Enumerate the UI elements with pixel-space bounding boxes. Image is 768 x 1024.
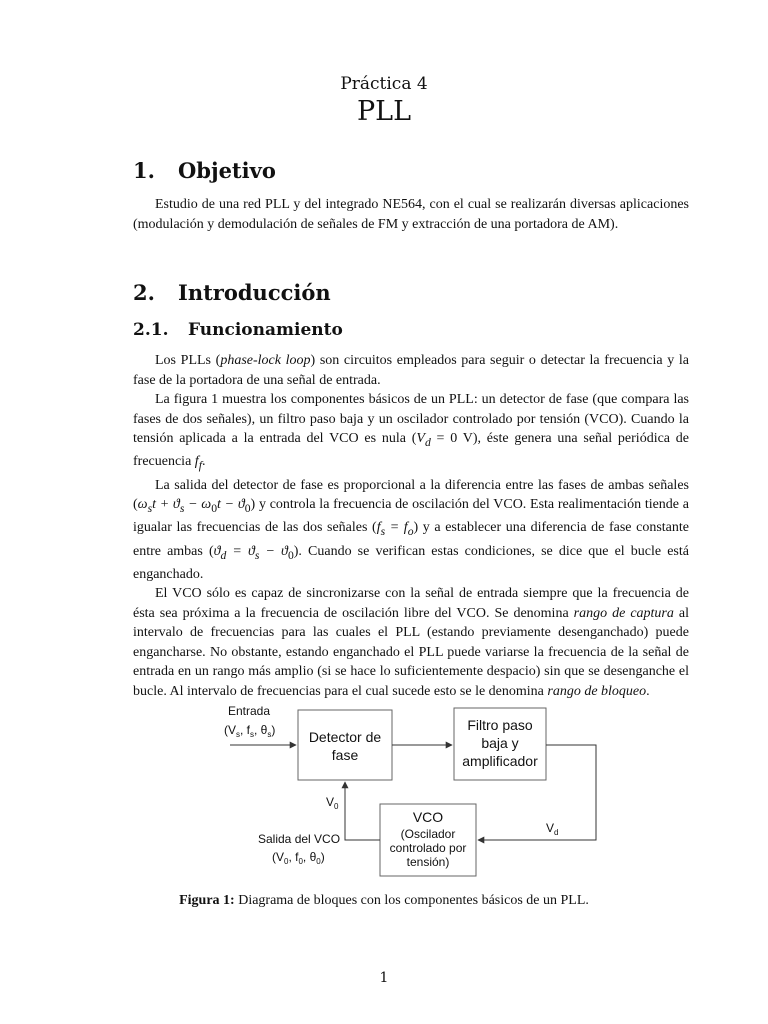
section-title: Introducción	[178, 280, 331, 305]
paragraph-1: Los PLLs (phase-lock loop) son circuitos empleados para seguir o detectar la frecuencia y la fase de la portadora de una señal de entrada.	[133, 353, 689, 388]
vco-label-line1: (Oscilador	[400, 827, 456, 841]
vco-title: VCO	[412, 809, 444, 825]
v0-feedback-path	[345, 782, 380, 840]
detector-label-line2: fase	[331, 747, 359, 763]
filter-label-line3: amplificador	[462, 753, 538, 769]
paragraph-2: La figura 1 muestra los componentes básicos de un PLL: un detector de fase (que compara las fases de dos señales), un filtro paso baja y un oscilador controlado por tensión (VCO). Cuando la tensión aplicada a la entrada del VCO es nula ($V_d = 0$ V), éste genera una señal periódica de frecuencia $f_f$.	[133, 392, 689, 473]
page-number: 1	[379, 970, 389, 986]
caption-text: Diagrama de bloques con los componentes básicos de un PLL.	[234, 893, 589, 908]
document-title: PLL	[356, 96, 412, 127]
detector-label-line1: Detector de	[308, 729, 382, 745]
section-heading-objetivo	[133, 158, 276, 183]
filter-label-line2: baja y	[481, 735, 519, 751]
pll-block-diagram	[220, 700, 600, 880]
subsection-number: 2.1.	[133, 320, 169, 340]
vco-label-line3: tensión)	[406, 855, 450, 869]
vco-label-line2: controlado por	[389, 841, 467, 855]
objective-paragraph	[133, 195, 689, 234]
block-diagram-svg	[220, 700, 600, 880]
subsection-title: Funcionamiento	[188, 320, 343, 340]
paragraph-3: La salida del detector de fase es proporcional a la diferencia entre las fases de ambas señales $(\omega_st + ϑ_s - \omega_0t - ϑ_0)$ y controla la frecuencia de oscilación del VCO. Esta realimentación tiende a igualar las frecuencias de las dos señales $(f_s = f_o)$ y a establecer una diferencia de fase constante entre ambas $(ϑ_d = ϑ_s - ϑ_0)$. Cuando se verifican estas condiciones, se dice que el bucle está enganchado.	[133, 477, 689, 582]
output-params: ($V_0$, $f_0$, $\theta_0$)	[272, 850, 325, 866]
filter-label-line1: Filtro paso	[467, 717, 533, 733]
input-params: ($V_s$, $f_s$, $\theta_s$)	[224, 723, 276, 739]
paragraph-4: El VCO sólo es capaz de sincronizarse con la señal de entrada siempre que la frecuencia de ésta sea próxima a la frecuencia de oscilación libre del VCO. Se denomina rango de captura al intervalo de frecuencias para las cuales el PLL (estando previamente desenganchado) puede engancharse. No obstante, estando enganchado el PLL puede variarse la frecuencia de la señal de entrada en un rango más amplio (si se hace lo suficientemente despacio) sin que se desenganche el bucle. Al intervalo de frecuencias para el cual sucede esto se le denomina rango de bloqueo.	[133, 586, 689, 699]
objective-text: Estudio de una red PLL y del integrado NE564, con el cual se realizarán diversas aplicaciones (modulación y demodulación de señales de FM y extracción de una portadora de AM).	[133, 197, 689, 232]
section-number: 2.	[133, 280, 155, 305]
vd-label: $V_d$	[546, 821, 559, 837]
funcionamiento-body	[133, 351, 689, 701]
subsection-heading-funcionamiento	[133, 320, 343, 340]
input-label: Entrada	[228, 704, 271, 718]
v0-label: $V_0$	[326, 795, 339, 811]
section-title: Objetivo	[178, 158, 276, 183]
section-number: 1.	[133, 158, 155, 183]
practice-subtitle: Práctica 4	[340, 74, 428, 94]
caption-label: Figura 1:	[179, 893, 235, 908]
phase-detector-block	[298, 710, 392, 780]
figure-caption	[0, 893, 768, 909]
output-label: Salida del VCO	[258, 832, 341, 846]
section-heading-introduccion	[133, 280, 331, 305]
